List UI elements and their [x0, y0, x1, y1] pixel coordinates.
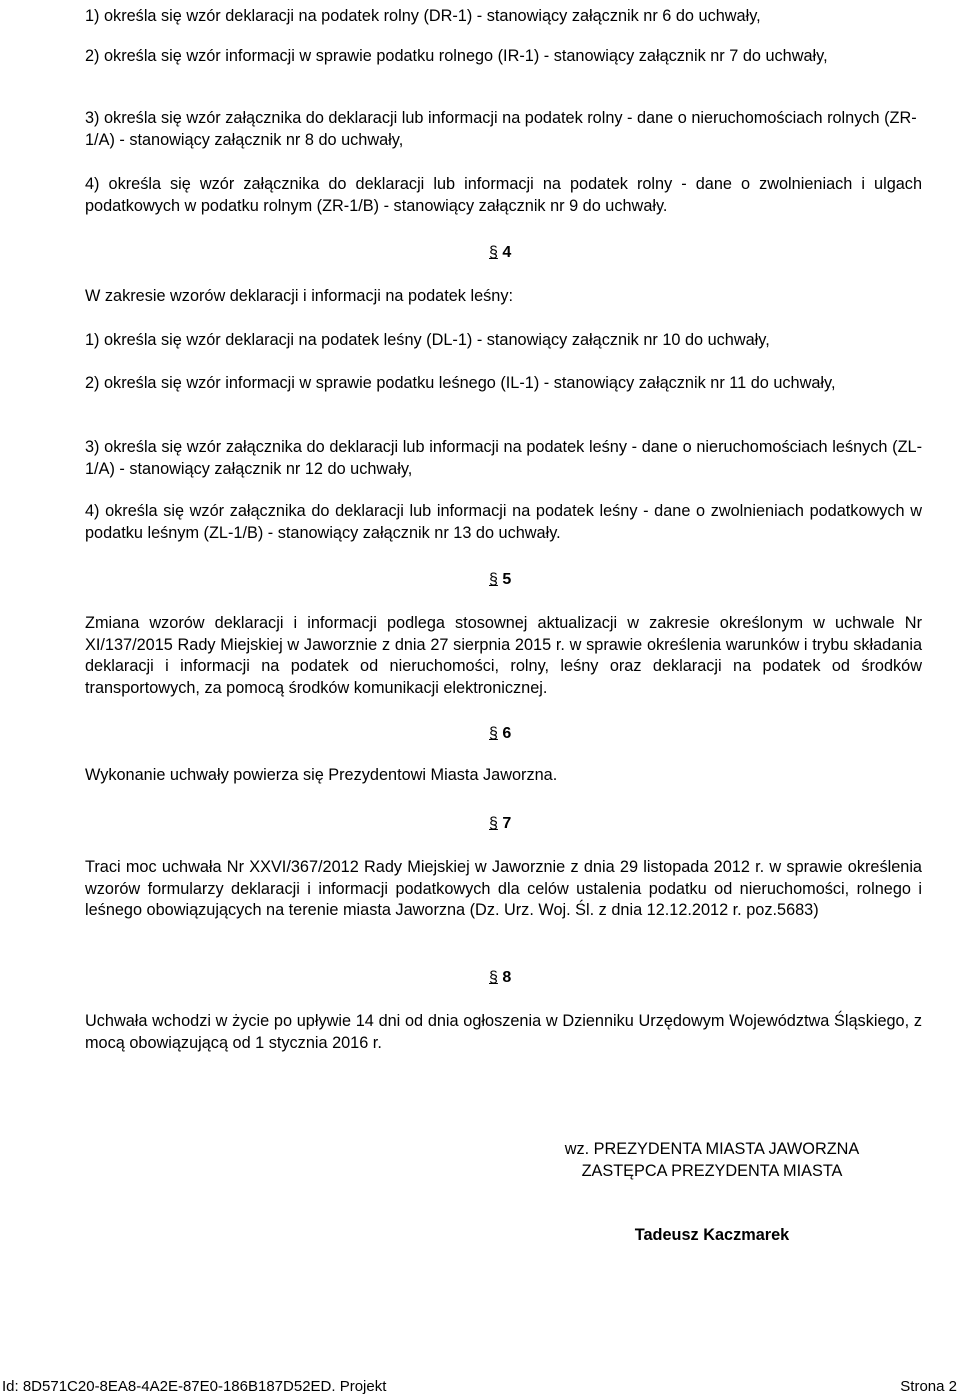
section-7-heading: § 7 — [489, 815, 512, 832]
page-number: Strona 2 — [900, 1378, 957, 1395]
paragraph-amendment: Zmiana wzorów deklaracji i informacji podlega stosownej aktualizacji w zakresie określonym w uchwale Nr XI/137/2015 Rady Miejskiej w Jaworznie z dnia 27 sierpnia 2015 r. w sprawie określenia warunków i trybu składania deklaracji i informacji na podatek od nieruchomości, rolny, leśny oraz deklaracji na podatek od środków transportowych, za pomocą środków komunikacji elektronicznej. — [85, 614, 922, 697]
paragraph-dr1: 1) określa się wzór deklaracji na podatek rolny (DR-1) - stanowiący załącznik nr 6 do uchwały, — [85, 7, 761, 25]
signature-line-1: wz. PREZYDENTA MIASTA JAWORZNA — [564, 1140, 860, 1158]
section-6-heading: § 6 — [489, 725, 512, 742]
section-8-heading: § 8 — [489, 969, 512, 986]
signature-line-2: ZASTĘPCA PREZYDENTA MIASTA — [581, 1162, 843, 1180]
paragraph-zr1a: 3) określa się wzór załącznika do deklaracji lub informacji na podatek rolny - dane o nieruchomościach rolnych (ZR-1/A) - stanowiący załącznik nr 8 do uchwały, — [85, 109, 917, 149]
section-5-heading: § 5 — [489, 571, 512, 588]
paragraph-entry-into-force: Uchwała wchodzi w życie po upływie 14 dni od dnia ogłoszenia w Dzienniku Urzędowym Województwa Śląskiego, z mocą obowiązującą od 1 stycznia 2016 r. — [85, 1012, 922, 1052]
signature-name: Tadeusz Kaczmarek — [634, 1226, 790, 1244]
paragraph-execution: Wykonanie uchwały powierza się Prezydentowi Miasta Jaworzna. — [85, 766, 558, 784]
section-4-heading: § 4 — [489, 244, 512, 261]
paragraph-repeal: Traci moc uchwała Nr XXVI/367/2012 Rady Miejskiej w Jaworznie z dnia 29 listopada 2012 r. w sprawie określenia wzorów formularzy deklaracji i informacji podatkowych dla celów ustalenia podatku od nieruchomości, rolnego i leśnego obowiązujących na terenie miasta Jaworzna (Dz. Urz. Woj. Śl. z dnia 12.12.2012 r. poz.5683) — [85, 858, 922, 919]
paragraph-zr1b: 4) określa się wzór załącznika do deklaracji lub informacji na podatek rolny - dane o zwolnieniach i ulgach podatkowych w podatku rolnym (ZR-1/B) - stanowiący załącznik nr 9 do uchwały. — [85, 175, 922, 215]
paragraph-zl1a: 3) określa się wzór załącznika do deklaracji lub informacji na podatek leśny - dane o nieruchomościach leśnych (ZL-1/A) - stanowiący załącznik nr 12 do uchwały, — [85, 438, 922, 478]
document-id: Id: 8D571C20-8EA8-4A2E-87E0-186B187D52ED. Projekt — [2, 1378, 387, 1395]
paragraph-ir1: 2) określa się wzór informacji w sprawie podatku rolnego (IR-1) - stanowiący załącznik nr 7 do uchwały, — [85, 47, 828, 65]
paragraph-dl1: 1) określa się wzór deklaracji na podatek leśny (DL-1) - stanowiący załącznik nr 10 do uchwały, — [85, 331, 770, 349]
paragraph-forest-intro: W zakresie wzorów deklaracji i informacji na podatek leśny: — [85, 287, 514, 305]
paragraph-il1: 2) określa się wzór informacji w sprawie podatku leśnego (IL-1) - stanowiący załącznik nr 11 do uchwały, — [85, 374, 836, 392]
paragraph-zl1b: 4) określa się wzór załącznika do deklaracji lub informacji na podatek leśny - dane o zwolnieniach podatkowych w podatku leśnym (ZL-1/B) - stanowiący załącznik nr 13 do uchwały. — [85, 502, 922, 542]
